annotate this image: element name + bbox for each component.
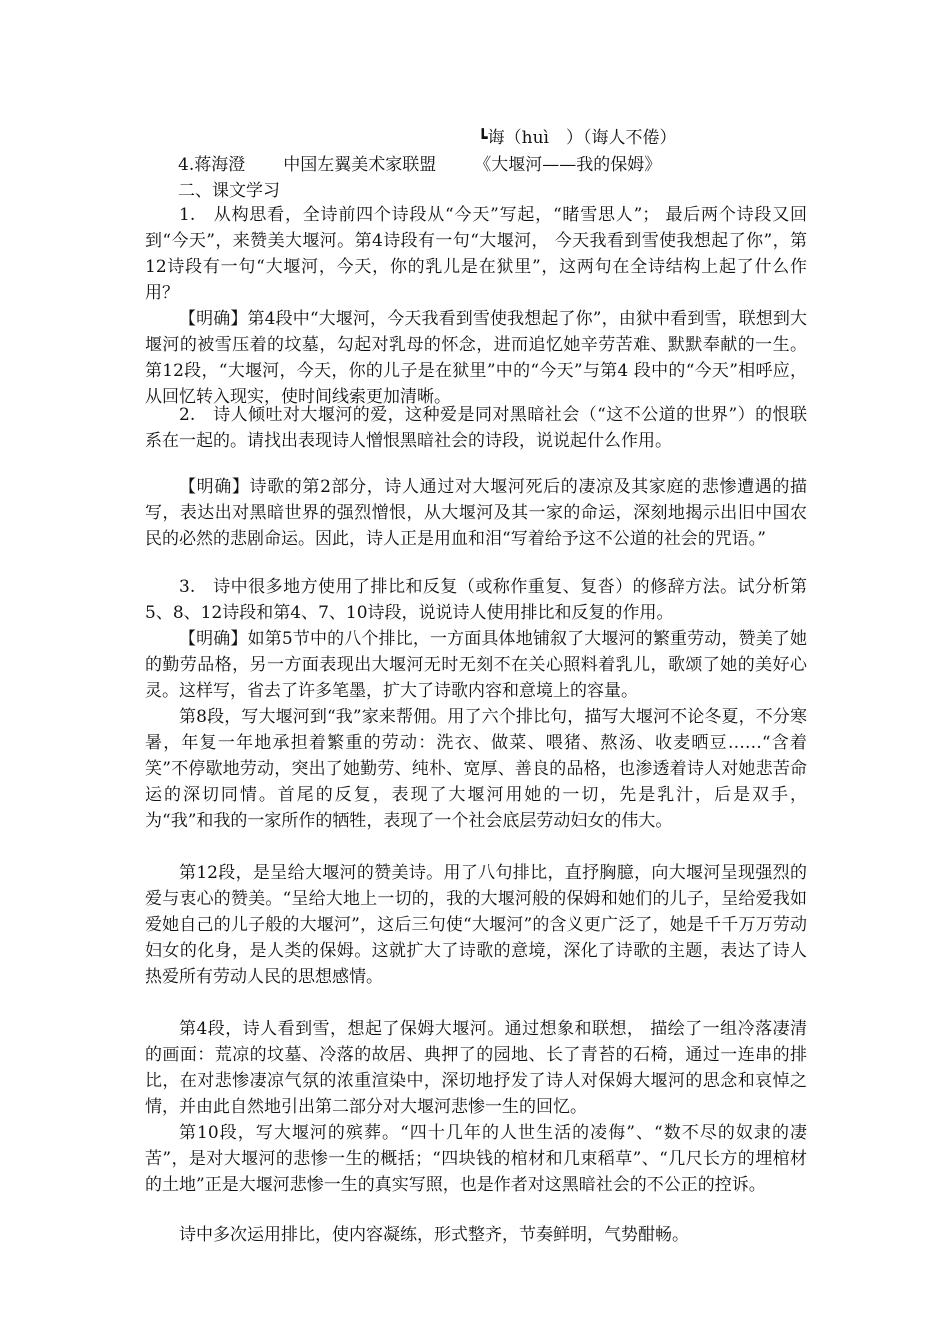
analysis-section-12 bbox=[145, 860, 807, 990]
bracket-glyph: ┗ bbox=[478, 128, 488, 147]
paragraph: 第4段，诗人看到雪，想起了保姆大堰河。通过想象和联想， 描绘了一组冷落凄清的画面：荒凉的坟墓、冷落的故居、典押了的园地、长了青苔的石椅，通过一连串的排比，在对悲惨凄凉气氛的浓重渲染中，深切地抒发了诗人对保姆大堰河的思念和哀悼之情，并由此自然地引出第二部分对大堰河悲惨一生的回忆。 bbox=[145, 1019, 807, 1117]
question-2 bbox=[145, 402, 807, 454]
author-organization: 中国左翼美术家联盟 bbox=[283, 155, 437, 175]
paragraph: 【明确】如第5节中的八个排比，一方面具体地铺叙了大堰河的繁重劳动，赞美了她的勤劳品格，另一方面表现出大堰河无时无刻不在关心照料着乳儿，歌颂了她的美好心灵。这样写，省去了许多笔墨，扩大了诗歌内容和意境上的容量。 bbox=[145, 629, 807, 701]
author-name: 4.蒋海澄 bbox=[178, 155, 246, 175]
question-3 bbox=[145, 574, 807, 626]
paragraph: 第10段，写大堰河的殡葬。“四十几年的人世生活的凌侮”、“数不尽的奴隶的凄苦”，是对大堰河的悲惨一生的概括；“四块钱的棺材和几束稻草”、“几尺长方的埋棺材的土地”正是大堰河悲惨一生的真实写照，也是作者对这黑暗社会的不公正的控诉。 bbox=[145, 1123, 807, 1195]
paragraph: 第12段，是呈给大堰河的赞美诗。用了八句排比，直抒胸臆，向大堰河呈现强烈的爱与衷心的赞美。“呈给大地上一切的，我的大堰河般的保姆和她们的儿子，呈给爱我如爱她自己的儿子般的大堰河”，这后三句使“大堰河”的含义更广泛了，她是千千万万劳动妇女的化身，是人类的保姆。这就扩大了诗歌的意境，深化了诗歌的主题，表达了诗人热爱所有劳动人民的思想感情。 bbox=[145, 863, 807, 987]
analysis-section-4 bbox=[145, 1016, 807, 1120]
answer-2 bbox=[145, 474, 807, 552]
paragraph: 3. 诗中很多地方使用了排比和反复（或称作重复、复沓）的修辞方法。试分析第5、8、12诗段和第4、7、10诗段，说说诗人使用排比和反复的作用。 bbox=[145, 577, 807, 623]
pronunciation-text: 诲（huì ）（诲人不倦） bbox=[487, 128, 677, 148]
paragraph: 【明确】第4段中“大堰河，今天我看到雪使我想起了你”，由狱中看到雪，联想到大堰河的被雪压着的坟墓，勾起对乳母的怀念，进而追忆她辛劳苦难、默默奉献的一生。第12段，“大堰河，今天，你的儿子是在狱里”中的“今天”与第4 段中的“今天”相呼应，从回忆转入现实，使时间线索更加清晰。 bbox=[145, 309, 807, 407]
paragraph: 1. 从构思看，全诗前四个诗段从“今天”写起，“睹雪思人”； 最后两个诗段又回到“今天”，来赞美大堰河。第4诗段有一句“大堰河， 今天我看到雪使我想起了你”，第12诗段有一句“大堰河，今天，你的乳儿是在狱里”，这两句在全诗结构上起了什么作用？ bbox=[145, 205, 807, 303]
conclusion bbox=[145, 1222, 807, 1248]
section-heading: 二、课文学习 bbox=[178, 181, 280, 201]
pronunciation-note bbox=[478, 123, 676, 148]
paragraph: 诗中多次运用排比，使内容凝练，形式整齐，节奏鲜明，气势酣畅。 bbox=[179, 1225, 689, 1245]
paragraph: 2. 诗人倾吐对大堰河的爱，这种爱是同对黑暗社会（“这不公道的世界”）的恨联系在一起的。请找出表现诗人憎恨黑暗社会的诗段，说说起什么作用。 bbox=[145, 405, 807, 451]
work-title: 《大堰河——我的保姆》 bbox=[474, 155, 662, 175]
paragraph: 第8段，写大堰河到“我”家来帮佣。用了六个排比句，描写大堰河不论冬夏，不分寒暑，年复一年地承担着繁重的劳动：洗衣、做菜、喂猪、熬汤、收麦晒豆……“含着笑”不停歇地劳动，突出了她勤劳、纯朴、宽厚、善良的品格，也渗透着诗人对她悲苦命运的深切同情。首尾的反复，表现了大堰河用她的一切，先是乳汁，后是双手，为“我”和我的一家所作的牺牲，表现了一个社会底层劳动妇女的伟大。 bbox=[145, 707, 807, 831]
analysis-section-10 bbox=[145, 1120, 807, 1198]
author-info-line bbox=[178, 150, 699, 175]
question-1 bbox=[145, 202, 807, 306]
analysis-section-8 bbox=[145, 704, 807, 834]
paragraph: 【明确】诗歌的第2部分，诗人通过对大堰河死后的凄凉及其家庭的悲惨遭遇的描写，表达出对黑暗世界的强烈憎恨，从大堰河及其一家的命运，深刻地揭示出旧中国农民的必然的悲剧命运。因此，诗人正是用血和泪“写着给予这不公道的社会的咒语。” bbox=[145, 477, 807, 549]
answer-3 bbox=[145, 626, 807, 704]
answer-1 bbox=[145, 306, 807, 410]
